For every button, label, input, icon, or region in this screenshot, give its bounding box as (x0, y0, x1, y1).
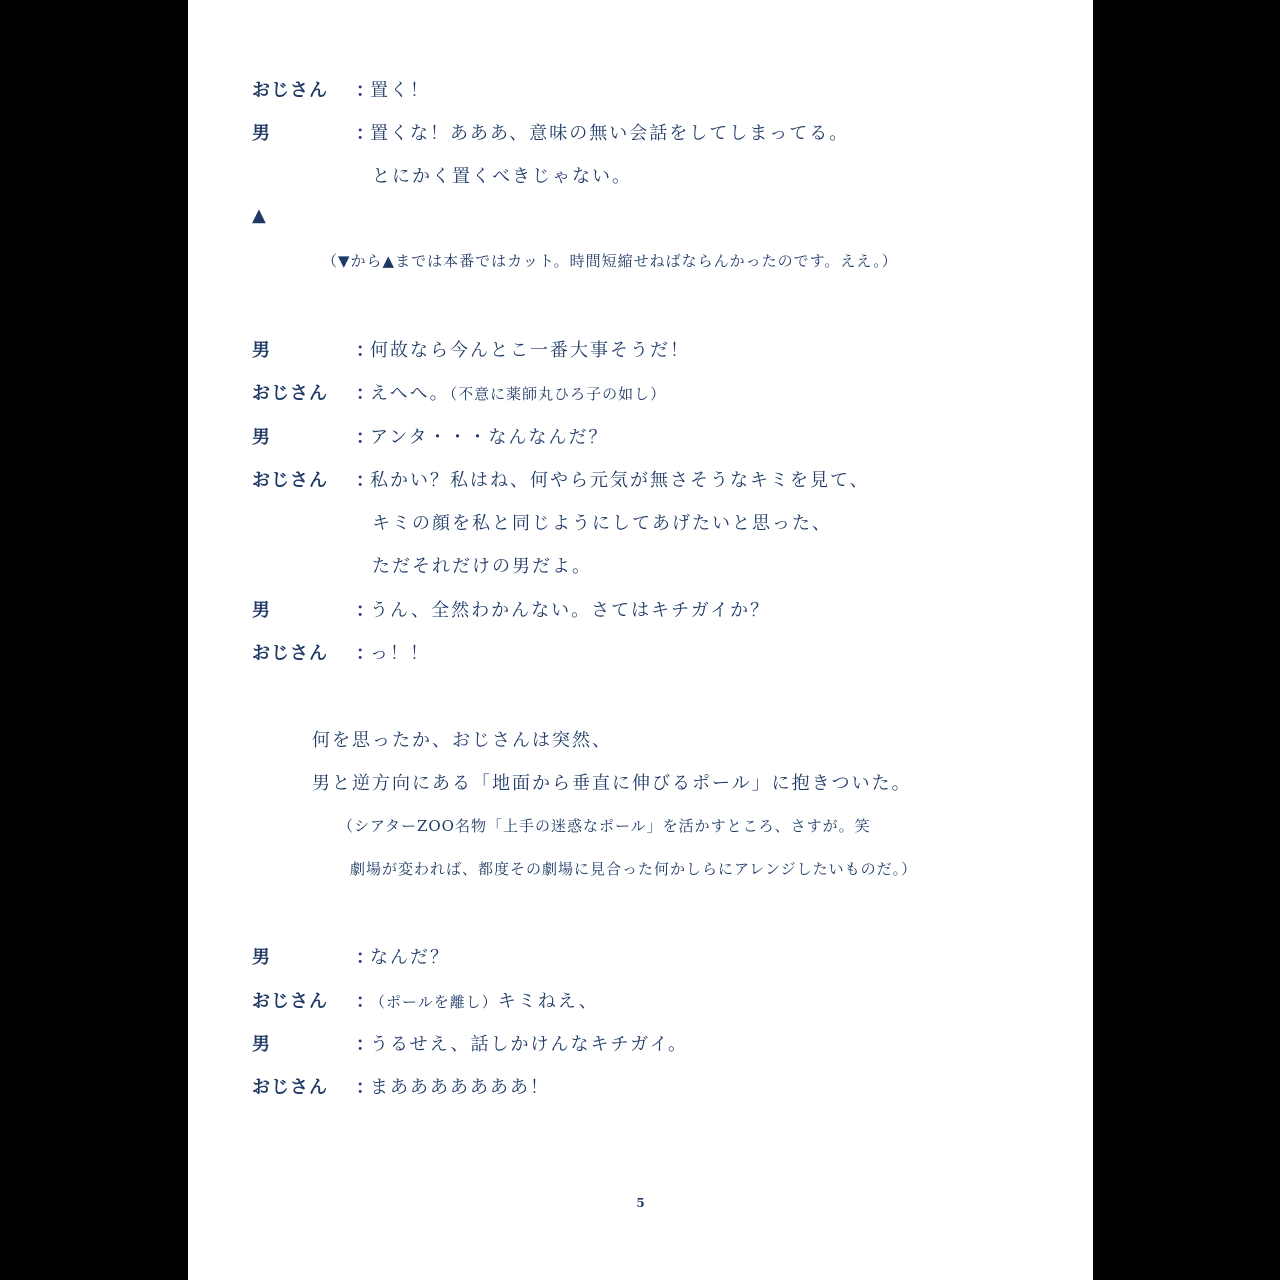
dialogue-text: まあああああああ！ (370, 1077, 550, 1098)
speaker-colon: ： (356, 643, 374, 664)
speaker-colon: ： (356, 123, 374, 144)
speaker-colon: ： (356, 340, 374, 361)
speaker-name: 男 (252, 600, 271, 621)
dialogue-text (370, 379, 666, 405)
speaker-name: 男 (252, 947, 271, 968)
speaker-colon: ： (356, 1034, 374, 1055)
stage-note: 劇場が変われば、都度その劇場に見合った何かしらにアレンジしたいものだ。） (350, 860, 918, 878)
speaker-colon: ： (356, 1077, 374, 1098)
speaker-colon: ： (356, 991, 374, 1012)
dialogue-text-main: えへへ。 (370, 383, 450, 404)
dialogue-text-main: キミねえ、 (497, 991, 599, 1012)
dialogue-text: 置くな！あああ、意味の無い会話をしてしまってる。 (370, 123, 850, 144)
speaker-name: おじさん (252, 991, 328, 1012)
narration-text: 何を思ったか、おじさんは突然、 (312, 730, 612, 751)
speaker-name: 男 (252, 427, 271, 448)
speaker-colon: ： (356, 80, 374, 101)
speaker-name: 男 (252, 1034, 271, 1055)
script-page (188, 0, 1093, 1280)
triangle-up-icon: ▲ (252, 205, 266, 226)
dialogue-text (370, 987, 599, 1013)
speaker-name: おじさん (252, 383, 328, 404)
dialogue-text: ただそれだけの男だよ。 (372, 556, 592, 577)
dialogue-text: 置く！ (370, 80, 430, 101)
dialogue-text: っ！！ (370, 643, 430, 664)
speaker-name: おじさん (252, 80, 328, 101)
dialogue-text: 私かい？私はね、何やら元気が無さそうなキミを見て、 (370, 470, 870, 491)
dialogue-text: うん、全然わかんない。さてはキチガイか？ (370, 600, 771, 621)
dialogue-text: アンタ・・・なんなんだ？ (370, 427, 609, 448)
speaker-colon: ： (356, 470, 374, 491)
dialogue-text: 何故なら今んとこ一番大事そうだ！ (370, 340, 690, 361)
dialogue-text: うるせえ、話しかけんなキチガイ。 (370, 1034, 689, 1055)
stage-note: （シアターZOO名物「上手の迷惑なポール」を活かすところ、さすが。笑 (338, 817, 871, 835)
narration-text: 男と逆方向にある「地面から垂直に伸びるポール」に抱きついた。 (312, 773, 912, 794)
speaker-name: おじさん (252, 1077, 328, 1098)
dialogue-text: キミの顔を私と同じようにしてあげたいと思った、 (372, 513, 832, 534)
page-number: 5 (636, 1196, 645, 1210)
speaker-colon: ： (356, 383, 374, 404)
speaker-name: 男 (252, 123, 271, 144)
dialogue-text: なんだ？ (370, 947, 450, 968)
speaker-colon: ： (356, 600, 374, 621)
speaker-colon: ： (356, 947, 374, 968)
speaker-colon: ： (356, 427, 374, 448)
speaker-name: おじさん (252, 470, 328, 491)
dialogue-text: とにかく置くべきじゃない。 (372, 166, 632, 187)
stage-direction: （不意に薬師丸ひろ子の如し） (449, 385, 667, 403)
stage-direction: （ポールを離し） (370, 993, 498, 1011)
speaker-name: おじさん (252, 643, 328, 664)
speaker-name: 男 (252, 340, 271, 361)
stage-note: （▼から▲までは本番ではカット。時間短縮せねばならんかったのです。ええ。） (322, 252, 898, 270)
